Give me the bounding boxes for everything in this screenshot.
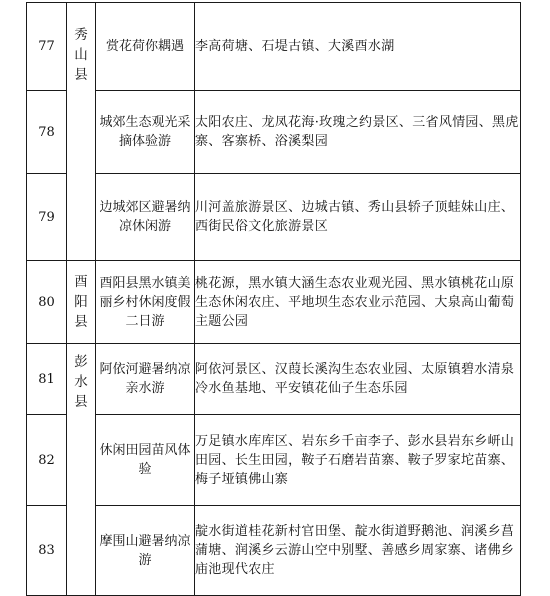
route-number: 77 [27, 3, 67, 91]
route-number: 78 [27, 91, 67, 174]
county-name: 彭水县 [74, 354, 88, 410]
route-number: 83 [27, 506, 67, 596]
route-name: 酉阳县黑水镇美丽乡村休闲度假二日游 [96, 261, 195, 344]
route-name: 摩围山避暑纳凉游 [96, 506, 195, 596]
table-row [27, 415, 521, 506]
route-sites: 靛水街道桂花新村官田堡、靛水街道野鹅池、润溪乡菖蒲塘、润溪乡云游山空中别墅、善感乡周家寨、诸佛乡庙池现代农庄 [195, 506, 521, 596]
route-name: 城郊生态观光采摘体验游 [96, 91, 195, 174]
table-row [27, 174, 521, 261]
county-name: 秀山县 [74, 27, 88, 83]
table-row [27, 91, 521, 174]
route-name: 休闲田园苗风体验 [96, 415, 195, 506]
county-name: 酉阳县 [74, 274, 88, 330]
county-cell [67, 3, 96, 261]
route-sites: 万足镇水库库区、岩东乡千亩李子、彭水县岩东乡岍山田园、长生田园，鞍子石磨岩苗寨、鞍子罗家坨苗寨、梅子垭镇佛山寨 [195, 415, 521, 506]
route-name: 边城郊区避暑纳凉休闲游 [96, 174, 195, 261]
route-name: 阿依河避暑纳凉亲水游 [96, 344, 195, 415]
table-row [27, 261, 521, 344]
route-sites: 太阳农庄、龙凤花海·玫瑰之约景区、三省风情园、黑虎寨、客寨桥、浴溪梨园 [195, 91, 521, 174]
route-name: 赏花荷你耦遇 [96, 3, 195, 91]
county-cell [67, 261, 96, 344]
route-number: 81 [27, 344, 67, 415]
table-row [27, 3, 521, 91]
tourism-routes-table [26, 2, 521, 596]
route-sites: 阿依河景区、汉葭长溪沟生态农业园、太原镇碧水清泉冷水鱼基地、平安镇花仙子生态乐园 [195, 344, 521, 415]
table-row [27, 506, 521, 596]
route-sites: 李高荷塘、石堤古镇、大溪酉水湖 [195, 3, 521, 91]
table-row [27, 344, 521, 415]
route-number: 82 [27, 415, 67, 506]
route-sites: 川河盖旅游景区、边城古镇、秀山县轿子顶蛙妹山庄、西街民俗文化旅游景区 [195, 174, 521, 261]
route-number: 80 [27, 261, 67, 344]
route-sites: 桃花源，黑水镇大涵生态农业观光园、黑水镇桃花山原生态休闲农庄、平地坝生态农业示范园、大泉高山葡萄主题公园 [195, 261, 521, 344]
county-cell [67, 344, 96, 596]
route-number: 79 [27, 174, 67, 261]
